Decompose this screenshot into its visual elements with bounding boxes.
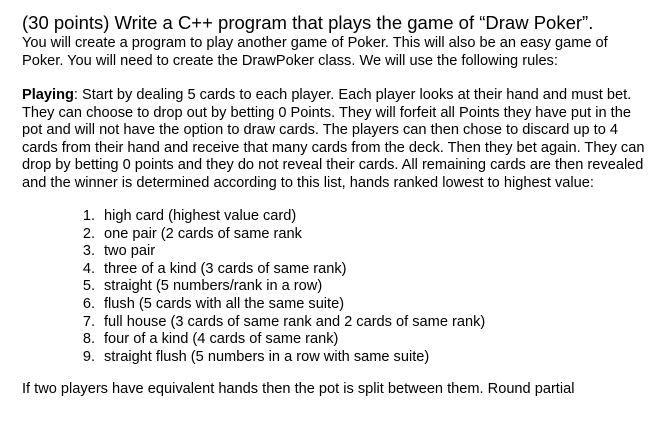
list-item-number: 1. — [82, 208, 95, 224]
assignment-heading: (30 points) Write a C++ program that plays the game of “Draw Poker”. — [22, 12, 594, 33]
list-item — [80, 349, 652, 367]
list-item-number: 8. — [82, 331, 95, 348]
list-item-number: 4. — [82, 260, 95, 277]
list-item-text: two pair — [104, 243, 156, 260]
list-item — [80, 261, 652, 279]
tie-rule-paragraph: If two players have equivalent hands then the pot is split between them. Round partial — [22, 381, 575, 398]
list-item-text: one pair (2 cards of same rank — [104, 225, 302, 242]
list-item-text: straight flush (5 numbers in a row with same suite) — [104, 348, 430, 365]
playing-label: Playing — [22, 87, 74, 103]
list-item — [80, 226, 652, 244]
list-item-text: four of a kind (4 cards of same rank) — [104, 331, 339, 348]
list-item-number: 9. — [82, 348, 95, 365]
list-item-text: three of a kind (3 cards of same rank) — [104, 260, 347, 277]
list-item — [80, 296, 652, 314]
playing-rules-text: : Start by dealing 5 cards to each player. Each player looks at their hand and must bet. They can choose to drop out by betting 0 Points. They will forfeit all Points they have put in the pot and will not have the option to draw cards. The players can then chose to discard up to 4 cards from their hand and receive that many cards from the deck. Then they bet again. They can drop by betting 0 points and they do not reveal their cards. All remaining cards are then revealed and the winner is determined according to this list, hands ranked lowest to highest value: — [22, 87, 645, 191]
list-item — [80, 331, 652, 349]
list-item — [80, 243, 652, 261]
list-item-text: flush (5 cards with all the same suite) — [104, 295, 345, 312]
list-item-text: high card (highest value card) — [104, 208, 297, 224]
list-item-text: straight (5 numbers/rank in a row) — [104, 278, 323, 295]
list-item-number: 2. — [82, 225, 95, 242]
playing-rules-paragraph — [22, 87, 652, 192]
list-item-number: 5. — [82, 278, 95, 295]
intro-paragraph: You will create a program to play another game of Poker. This will also be an easy game of Poker. You will need to create the DrawPoker class. We will use the following rules: — [22, 35, 608, 69]
list-item — [80, 278, 652, 296]
assignment-document — [22, 12, 652, 399]
hand-ranking-list — [22, 208, 652, 366]
list-item — [80, 314, 652, 332]
list-item-number: 7. — [82, 313, 95, 330]
list-item — [80, 208, 652, 226]
list-item-number: 6. — [82, 295, 95, 312]
list-item-number: 3. — [82, 243, 95, 260]
list-item-text: full house (3 cards of same rank and 2 cards of same rank) — [104, 313, 486, 330]
